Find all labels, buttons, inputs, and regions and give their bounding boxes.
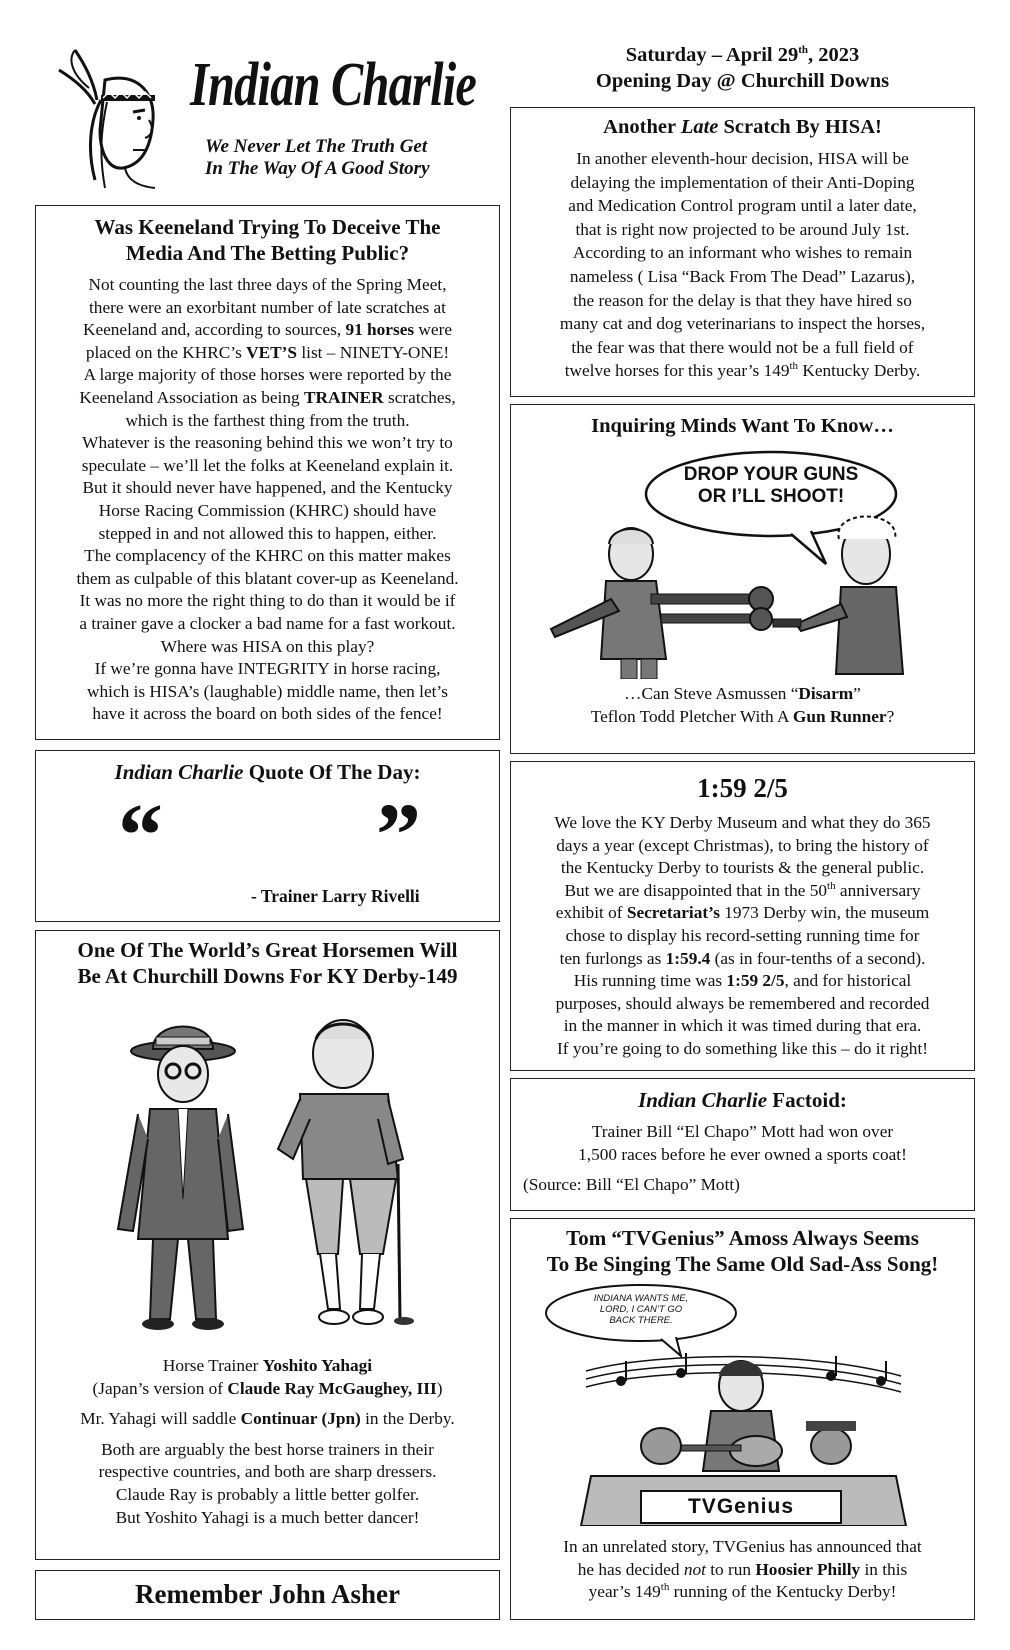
- keeneland-line: stepped in and not allowed this to happen, either.: [98, 523, 437, 543]
- masthead-tagline: We Never Let The Truth Get In The Way Of A Good Story: [205, 136, 430, 179]
- hisa-line: In another eleventh-hour decision, HISA will be: [576, 149, 909, 168]
- keeneland-line: A large majority of those horses were reported by the: [83, 365, 452, 385]
- keeneland-line: which is the farthest thing from the truth.: [125, 410, 410, 430]
- keeneland-article: [35, 205, 500, 740]
- keeneland-line: placed on the KHRC’s VET’S list – NINETY-ONE!: [85, 342, 450, 362]
- quote-title: Indian Charlie Quote Of The Day:: [114, 760, 421, 784]
- hisa-line: the reason for the delay is that they have hired so: [573, 290, 912, 310]
- gun-cartoon: [511, 439, 976, 679]
- open-quote-mark: “: [118, 786, 163, 885]
- keeneland-line: But it should never have happened, and the Kentucky: [82, 478, 453, 498]
- factoid-body: Trainer Bill “El Chapo” Mott had won over 1,500 races before he ever owned a sports coat!: [578, 1122, 907, 1164]
- hisa-body: In another eleventh-hour decision, HISA will be delaying the implementation of their Anti-Doping and Medication Control program until a later date, that is right now projected to be around July 1st. According to an informant who wishes to remain nameless ( Lisa “Back From The Dead” Lazarus), the reason for the delay is that they have hired so many cat and dog veterinarians to inspect the horses, the fear was that there would not be a full field of twelve horses for this year’s 149th Kentucky Derby.: [511, 147, 974, 383]
- hisa-line: the fear was that there would not be a full field of: [571, 337, 914, 357]
- masthead-title: Indian Charlie: [190, 51, 477, 119]
- horsemen-closing-line: Claude Ray is probably a little better golfer.: [115, 1484, 420, 1504]
- inquiring-caption: …Can Steve Asmussen “Disarm” Teflon Todd Pletcher With A Gun Runner?: [590, 684, 895, 726]
- keeneland-body: [36, 274, 499, 726]
- hisa-article: [510, 107, 975, 397]
- keeneland-line: Where was HISA on this play?: [160, 636, 375, 656]
- keeneland-line: Whatever is the reasoning behind this we won’t try to: [82, 433, 453, 453]
- horsemen-closing-line: respective countries, and both are sharp dressers.: [98, 1462, 437, 1482]
- keeneland-line: Horse Racing Commission (KHRC) should have: [98, 500, 437, 520]
- time-body: We love the KY Derby Museum and what they do 365 days a year (except Christmas), to bring the history of the Kentucky Derby to tourists & the general public. But we are disappointed that in the 50th anniversary exhibit of Secretariat’s 1973 Derby win, the museum chose to display his record-setting running time for ten furlongs as 1:59.4 (as in four-tenths of a second). His running time was 1:59 2/5, and for historical purposes, should always be remembered and recorded in the manner in which it was timed during that era. If you’re going to do something like this – do it right!: [554, 813, 931, 1058]
- hisa-line: many cat and dog veterinarians to inspect the horses,: [559, 314, 926, 334]
- tvg-speech-bubble: INDIANA WANTS ME, LORD, I CAN’T GO BACK THERE.: [593, 1293, 689, 1326]
- tvg-body: In an unrelated story, TVGenius has announced that he has decided not to run Hoosier Philly in this year’s 149th running of the Kentucky Derby!: [563, 1537, 922, 1602]
- hisa-line: and Medication Control program until a later date,: [568, 196, 917, 216]
- keeneland-line: them as culpable of this blatant cover-up as Keeneland.: [76, 568, 459, 588]
- keeneland-line: speculate – we’ll let the folks at Keeneland explain it.: [81, 455, 454, 475]
- keeneland-line: a trainer gave a clocker a bad name for a fast workout.: [79, 613, 456, 633]
- masthead: [40, 35, 500, 195]
- hisa-line: delaying the implementation of their Anti-Doping: [570, 172, 915, 192]
- factoid-box: [510, 1078, 975, 1211]
- horsemen-headline: One Of The World’s Great Horsemen Will Be At Churchill Downs For KY Derby-149: [77, 938, 458, 988]
- hisa-line: nameless ( Lisa “Back From The Dead” Lazarus),: [569, 266, 916, 286]
- time-headline: 1:59 2/5: [697, 773, 788, 803]
- keeneland-line: Keeneland and, according to sources, 91 horses were: [82, 320, 453, 340]
- factoid-source: (Source: Bill “El Chapo” Mott): [523, 1175, 740, 1195]
- quote-of-the-day: [35, 750, 500, 922]
- speech-bubble: DROP YOUR GUNS OR I’LL SHOOT!: [683, 464, 859, 507]
- hisa-headline: Another Late Scratch By HISA!: [603, 116, 882, 138]
- keeneland-line: It was no more the right thing to do than it would be if: [79, 591, 456, 611]
- secretariat-time-article: [510, 761, 975, 1071]
- horsemen-closing-line: But Yoshito Yahagi is a much better dancer!: [115, 1507, 420, 1527]
- remember-banner: [35, 1570, 500, 1620]
- issue-date: Saturday – April 29th, 2023: [625, 44, 860, 66]
- inquiring-minds-article: [510, 404, 975, 754]
- horsemen-closing: [36, 1439, 499, 1529]
- horsemen-closing-line: Both are arguably the best horse trainers in their: [101, 1439, 434, 1459]
- trainers-cartoon-illustration: [78, 999, 458, 1349]
- tvg-cartoon: [511, 1281, 976, 1526]
- dateline: [510, 42, 975, 94]
- horsemen-saddle-line: Mr. Yahagi will saddle Continuar (Jpn) in the Derby.: [80, 1409, 455, 1429]
- horsemen-article: [35, 930, 500, 1560]
- keeneland-line: which is HISA’s (laughable) middle name, then let’s: [87, 681, 448, 701]
- keeneland-line: The complacency of the KHRC on this matter makes: [84, 546, 451, 566]
- tvgenius-article: [510, 1218, 975, 1620]
- inquiring-headline: Inquiring Minds Want To Know…: [591, 415, 894, 437]
- keeneland-line: Keeneland Association as being TRAINER scratches,: [79, 387, 456, 407]
- keeneland-line: there were an exorbitant number of late scratches at: [89, 297, 446, 317]
- keeneland-headline: Was Keeneland Trying To Deceive The Media And The Betting Public?: [94, 215, 441, 265]
- keeneland-line: Not counting the last three days of the Spring Meet,: [88, 275, 447, 294]
- remember-text: Remember John Asher: [135, 1579, 400, 1609]
- keeneland-line: If we’re gonna have INTEGRITY in horse racing,: [94, 659, 441, 679]
- tvgenius-headline: Tom “TVGenius” Amoss Always Seems To Be Singing The Same Old Sad-Ass Song!: [546, 1226, 939, 1276]
- horsemen-caption: Horse Trainer Yoshito Yahagi (Japan’s version of Claude Ray McGaughey, III): [92, 1356, 443, 1398]
- quote-attribution: - Trainer Larry Rivelli: [251, 886, 420, 906]
- tvg-desk-label: TVGenius: [687, 1495, 795, 1518]
- issue-subtitle: Opening Day @ Churchill Downs: [595, 70, 890, 92]
- hisa-line: that is right now projected to be around July 1st.: [575, 219, 910, 239]
- factoid-title: Indian Charlie Factoid:: [638, 1088, 847, 1112]
- keeneland-line: have it across the board on both sides of the fence!: [92, 704, 443, 724]
- close-quote-mark: ”: [376, 786, 421, 885]
- indian-logo-illustration: [45, 40, 170, 190]
- hisa-line: According to an informant who wishes to remain: [572, 243, 913, 263]
